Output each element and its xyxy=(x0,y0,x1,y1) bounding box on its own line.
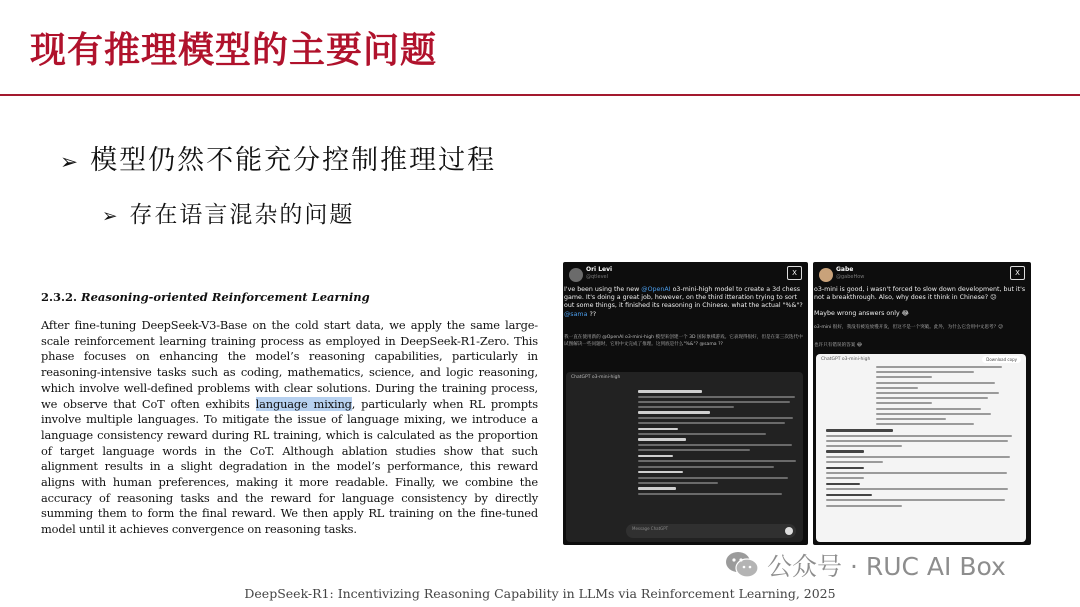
tweet-text-2: Maybe wrong answers only 😂 xyxy=(814,310,910,317)
title-divider xyxy=(0,94,1080,96)
paper-excerpt xyxy=(41,290,538,538)
arrow-bullet-icon: ➢ xyxy=(102,206,120,227)
watermark-text: 公众号 · RUC AI Box xyxy=(767,552,1006,581)
wechat-icon xyxy=(725,551,759,579)
download-button: Download copy xyxy=(982,356,1021,363)
tweet-translation-2: 也许只有错误的答案 😂 xyxy=(814,343,863,348)
tweet-text: o3-mini is good, i wasn't forced to slow down development, but it's not a breakthrough. Also, why does it think in Chinese? 😕 xyxy=(814,286,1026,302)
wechat-watermark xyxy=(725,547,1006,583)
highlighted-phrase: language mixing xyxy=(255,396,352,411)
section-number: 2.3.2. xyxy=(41,290,78,304)
x-logo-icon: X xyxy=(1010,266,1025,280)
card-title: ChatGPT o3-mini-high xyxy=(571,375,621,380)
tweet-text-part: o3-mini-high model to create a 3d chess game. It's doing a great job, however, on the third itteration trying to sort out some things, it finished its reasoning in Chinese. what the actual "%&"? xyxy=(564,286,803,310)
tweet-translation: o3-mini 很好，我没有被迫放慢开发，但这不是一个突破。此外，为什么它会用中文思考？😕 xyxy=(814,325,1003,330)
tweet-user-name: Gabe xyxy=(836,266,854,273)
send-icon xyxy=(785,527,793,535)
tweet-handle: @qtlevel xyxy=(586,274,609,280)
bullet-level1 xyxy=(60,138,496,177)
tweet-handle: @gabeHow xyxy=(836,274,865,280)
card-title: ChatGPT o3-mini-high xyxy=(821,357,871,362)
section-heading xyxy=(41,290,538,304)
paragraph-part-1: After fine-tuning DeepSeek-V3-Base on the cold start data, we apply the same large-scale reinforcement learning training process as employed in DeepSeek-R1-Zero. This phase focuses on enhancing the model’s reasoning capabilities, particularly in reasoning-intensive tasks such as coding, mathematics, science, and logic reasoning, which involve well-defined problems with clear solutions. During the training process, we observe that CoT often exhibits xyxy=(41,318,538,411)
bullet-level2-text: 存在语言混杂的问题 xyxy=(129,202,355,228)
chat-screenshot-card xyxy=(816,354,1026,542)
footer-citation: DeepSeek-R1: Incentivizing Reasoning Capability in LLMs via Reinforcement Learning, 2025 xyxy=(244,586,836,601)
x-logo-icon: X xyxy=(787,266,802,280)
section-paragraph xyxy=(41,318,538,538)
bullet-level1-text: 模型仍然不能充分控制推理过程 xyxy=(90,145,497,176)
tweet-text xyxy=(564,286,805,319)
tweet-user-name: Ori Levi xyxy=(586,266,613,273)
reasoning-text-lines xyxy=(826,429,1016,510)
message-placeholder: Message ChatGPT xyxy=(632,526,669,531)
avatar xyxy=(569,268,583,282)
reasoning-text-lines xyxy=(638,390,798,498)
message-input xyxy=(626,524,796,538)
avatar xyxy=(819,268,833,282)
tweet-screenshot-left xyxy=(563,262,808,545)
bullet-level2 xyxy=(102,196,354,229)
mention-link: @OpenAI xyxy=(641,286,671,293)
paragraph-part-2: , particularly when RL prompts involve multiple languages. To mitigate the issue of language mixing, we introduce a language consistency reward during RL training, which is calculated as the proportion of target language words in the CoT. Although ablation studies show that such alignment results in a slight degradation in the model’s performance, this reward aligns with human preferences, making it more readable. Finally, we combine the accuracy of reasoning tasks and the reward for language consistency by directly summing them to form the final reward. We then apply RL training on the fine-tuned model until it achieves convergence on reasoning tasks. xyxy=(41,396,538,537)
tweet-screenshot-right xyxy=(813,262,1031,545)
tweet-translation: 我一直在使用新的 @OpenAI o3-mini-high 模型来创建一个 3D 国际象棋游戏。它表现得很好，但是在第三次迭代中试图解决一些问题时，它用中文完成了推理。这到底是什么"%&"? @sama ?? xyxy=(564,335,803,347)
slide-title: 现有推理模型的主要问题 xyxy=(30,30,438,71)
arrow-bullet-icon: ➢ xyxy=(60,150,81,175)
chat-screenshot-card xyxy=(566,372,803,542)
code-text-lines xyxy=(876,366,1016,428)
tweet-text-part: I've been using the new xyxy=(564,286,642,293)
section-title: Reasoning-oriented Reinforcement Learning xyxy=(81,290,370,304)
mention-link: @sama xyxy=(564,310,588,318)
tweet-text-part: ?? xyxy=(587,310,597,318)
